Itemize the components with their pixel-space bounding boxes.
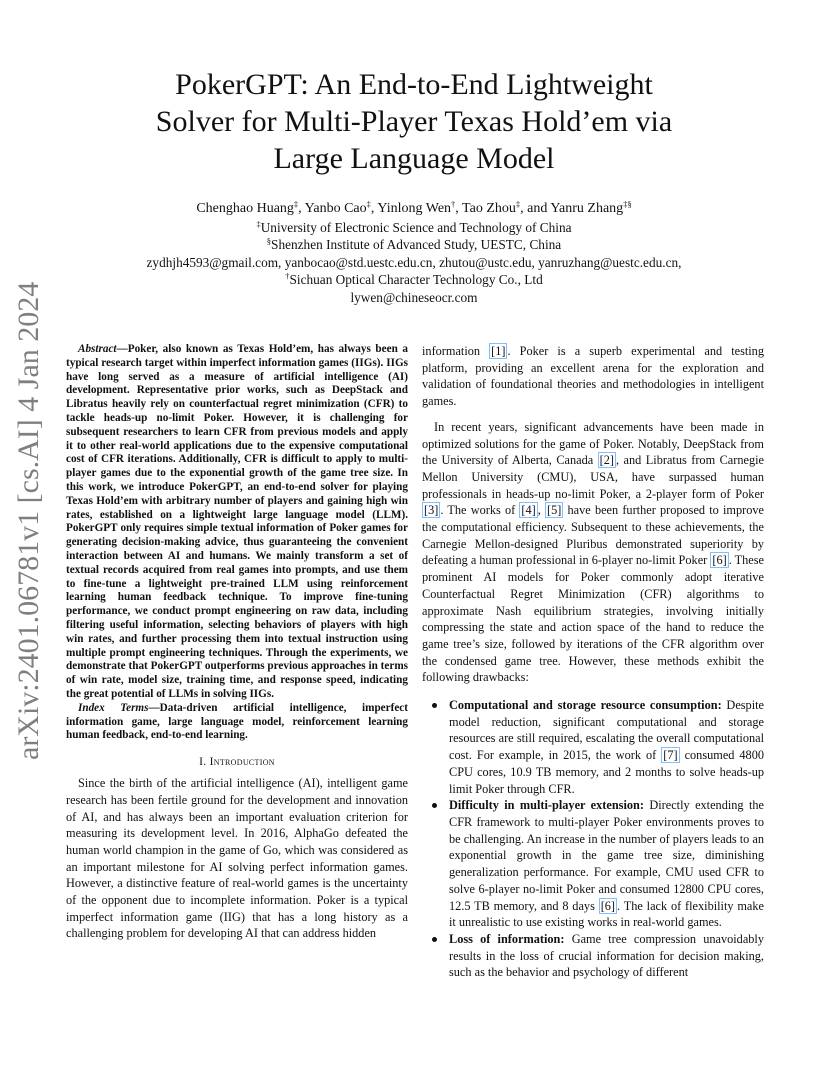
citation-link[interactable]: [1] (491, 344, 506, 358)
author-name: Yanru Zhang (550, 201, 624, 216)
affiliation-text: Sichuan Optical Character Technology Co., Ltd (289, 272, 543, 287)
email-list: zydhjh4593@gmail.com, yanbocao@std.uestc.edu.cn, zhutou@ustc.edu, yanruzhang@uestc.edu.cn, (146, 254, 682, 270)
right-column (422, 343, 764, 981)
author-separator: , (370, 201, 378, 216)
text-run: , and Libratus from Carnegie Mellon University (CMU), USA, have surpassed human professionals in heads-up no-limit Poker, a 2-player form of Poker (422, 453, 764, 501)
intro-paragraph: Since the birth of the artificial intelligence (AI), intelligent game research has been fertile ground for the development and innovation of AI, and has always been an important evaluation criterion for measuring its development level. In 2016, AlphaGo defeated the human world champion in the game of Go, which was considered as an important milestone for AI solving perfect information games. However, a distinctive feature of real-world games is the uncertainty of the opponent due to incomplete information. Poker is a typical imperfect information game (IIG) that has a long history as a challenging problem for developing AI that can address hidden (66, 776, 408, 941)
bullet-heading: Difficulty in multi-player extension: (449, 798, 644, 813)
list-item (422, 931, 764, 981)
author-name: Tao Zhou (462, 201, 516, 216)
drawback-list (422, 697, 764, 981)
affiliation-mark: ‡ (366, 199, 371, 209)
citation-link[interactable]: [3] (424, 503, 439, 518)
affiliation-mark: † (285, 271, 290, 281)
author-separator: , (455, 201, 463, 216)
text-run: consumed 4800 CPU cores, 10.9 TB memory, and 2 months to solve heads-up limit Poker through CFR. (449, 748, 764, 796)
section-number: I. (199, 756, 210, 769)
section-title: Introduction (209, 756, 275, 769)
affiliation-mark: † (451, 199, 456, 209)
affiliation-3 (70, 271, 758, 289)
text-run: . The works of (440, 503, 520, 518)
email-list: lywen@chineseocr.com (350, 289, 478, 305)
title-line: Large Language Model (273, 142, 555, 175)
text-run: . These prominent AI models for Poker commonly adopt iterative Counterfactual Regret Minimization (CFR) algorithms to approximate Nash equilibrium strategies, involving initially compressing the state and action space of the hand to reduce the game tree’s size, followed by iterations of the CFR algorithm over the condensed game tree. However, these methods exhibit the following drawbacks: (422, 553, 764, 685)
index-terms-label: Index Terms (78, 701, 149, 714)
arxiv-identifier: arXiv:2401.06781v1 [cs.AI] 4 Jan 2024 (12, 281, 45, 760)
author-list (70, 200, 758, 218)
affiliation-mark: ‡ (515, 199, 521, 209)
list-item (422, 697, 764, 797)
citation-link[interactable]: [6] (712, 553, 727, 568)
body-paragraph (422, 343, 764, 410)
index-terms (66, 702, 408, 743)
bullet-heading: Loss of information: (449, 931, 565, 946)
bullet-heading: Computational and storage resource consumption: (449, 698, 722, 713)
bullet-icon (432, 703, 437, 708)
affiliation-mark: § (266, 236, 272, 246)
affiliation-mark: ‡§ (623, 199, 632, 209)
author-separator: , (298, 201, 305, 216)
text-run: , (537, 503, 545, 518)
bullet-icon (432, 937, 437, 942)
author-name: Chenghao Huang (196, 201, 294, 216)
body-paragraph (422, 419, 764, 686)
author-block (70, 200, 758, 306)
affiliation-2 (70, 236, 758, 254)
abstract-label: Abstract (78, 343, 117, 355)
affiliation-text: University of Electronic Science and Technology of China (260, 219, 572, 235)
paper-title (80, 66, 748, 177)
text-run: In recent years, significant advancements have been made in optimized solutions for the game of Poker. Notably, DeepStack from the University of Alberta, Canada (422, 419, 764, 468)
author-separator: , and (520, 201, 551, 216)
affiliation-mark: ‡ (256, 218, 261, 229)
text-run: Despite model reduction, significant computational and storage resources are still required, escalating the overall computational cost. For example, in 2015, the work of (449, 698, 764, 763)
affiliation-mark: ‡ (293, 199, 299, 209)
text-run: . The lack of flexibility make it unrealistic to use existing works in real-world games. (449, 898, 764, 930)
list-item (422, 797, 764, 931)
left-column (66, 343, 408, 942)
author-name: Yinlong Wen (377, 201, 452, 216)
citation-link[interactable]: [2] (599, 453, 615, 468)
citation-link[interactable]: [7] (663, 748, 678, 763)
abstract-text: —Poker, also known as Texas Hold’em, has always been a typical research target within imperfect information games (IIGs). IIGs have long served as a measure of artificial intelligence (AI) development. Representative prior works, such as DeepStack and Libratus heavily rely on counterfactual regret minimization (CFR) to tackle heads-up no-limit Poker. However, it is challenging for subsequent researchers to learn CFR from previous models and apply it to other real-world applications due to the expensive computational cost of CFR iterations. Additionally, CFR is difficult to apply to multi-player games due to the exponential growth of the game tree size. In this work, we introduce PokerGPT, an end-to-end solver for playing Texas Hold’em with arbitrary number of players and gaining high win rates, established on a lightweight large language model (LLM). PokerGPT only requires simple textual information of Poker games for generating decision-making advice, thus guaranteeing the convenient interaction between AI and humans. We mainly transform a set of textual records acquired from real games into prompts, and use them to fine-tune a lightweight pre-trained LLM using reinforcement learning human feedback technique. To improve fine-tuning performance, we conduct prompt engineering on raw data, including filtering useful information, selecting behaviors of players with high win rates, and further processing them into textual instruction using multiple prompt engineering techniques. Through the experiments, we demonstrate that PokerGPT outperforms previous approaches in terms of win rate, model size, training time, and response speed, indicating the great potential of LLMs in solving IIGs. (66, 343, 408, 700)
author-name: Yanbo Cao (304, 201, 367, 216)
abstract (66, 343, 408, 702)
citation-link[interactable]: [4] (521, 503, 536, 518)
section-heading (66, 755, 408, 769)
text-run: have been further proposed to improve the computational efficiency. Subsequent to these achievements, the Carnegie Mellon-designed Pluribus demonstrated superiority by defeating a human professional in 6-player no-limit Poker (422, 503, 764, 568)
text-run: . Poker is a superb experimental and testing platform, providing an excellent arena for the exploration and validation of foundational theories and methodologies in intelligent games. (422, 344, 764, 409)
text-run: Game tree compression unavoidably results in the loss of crucial information for decision making, such as the behavior and psychology of different (449, 931, 764, 980)
title-line: Solver for Multi-Player Texas Hold’em via (155, 105, 673, 138)
text-run: information (422, 344, 490, 358)
text-run: Directly extending the CFR framework to multi-player Poker environments proves to be challenging. An increase in the number of players leads to an exponential growth in the game tree size, diminishing generalization performance. For example, CMU used CFR to solve 6-player no-limit Poker and consumed 12800 CPU cores, 12.5 TB memory, and 8 days (449, 798, 764, 913)
citation-link[interactable]: [5] (547, 503, 562, 518)
affiliation-text: Shenzhen Institute of Advanced Study, UESTC, China (271, 237, 562, 252)
citation-link[interactable]: [6] (600, 898, 616, 913)
affiliation-1 (70, 219, 758, 237)
index-terms-text: —Data-driven artificial intelligence, imperfect information game, large language model, reinforcement learning human feedback, end-to-end learning. (66, 701, 408, 742)
title-line: PokerGPT: An End-to-End Lightweight (175, 68, 653, 101)
bullet-icon (432, 803, 437, 808)
